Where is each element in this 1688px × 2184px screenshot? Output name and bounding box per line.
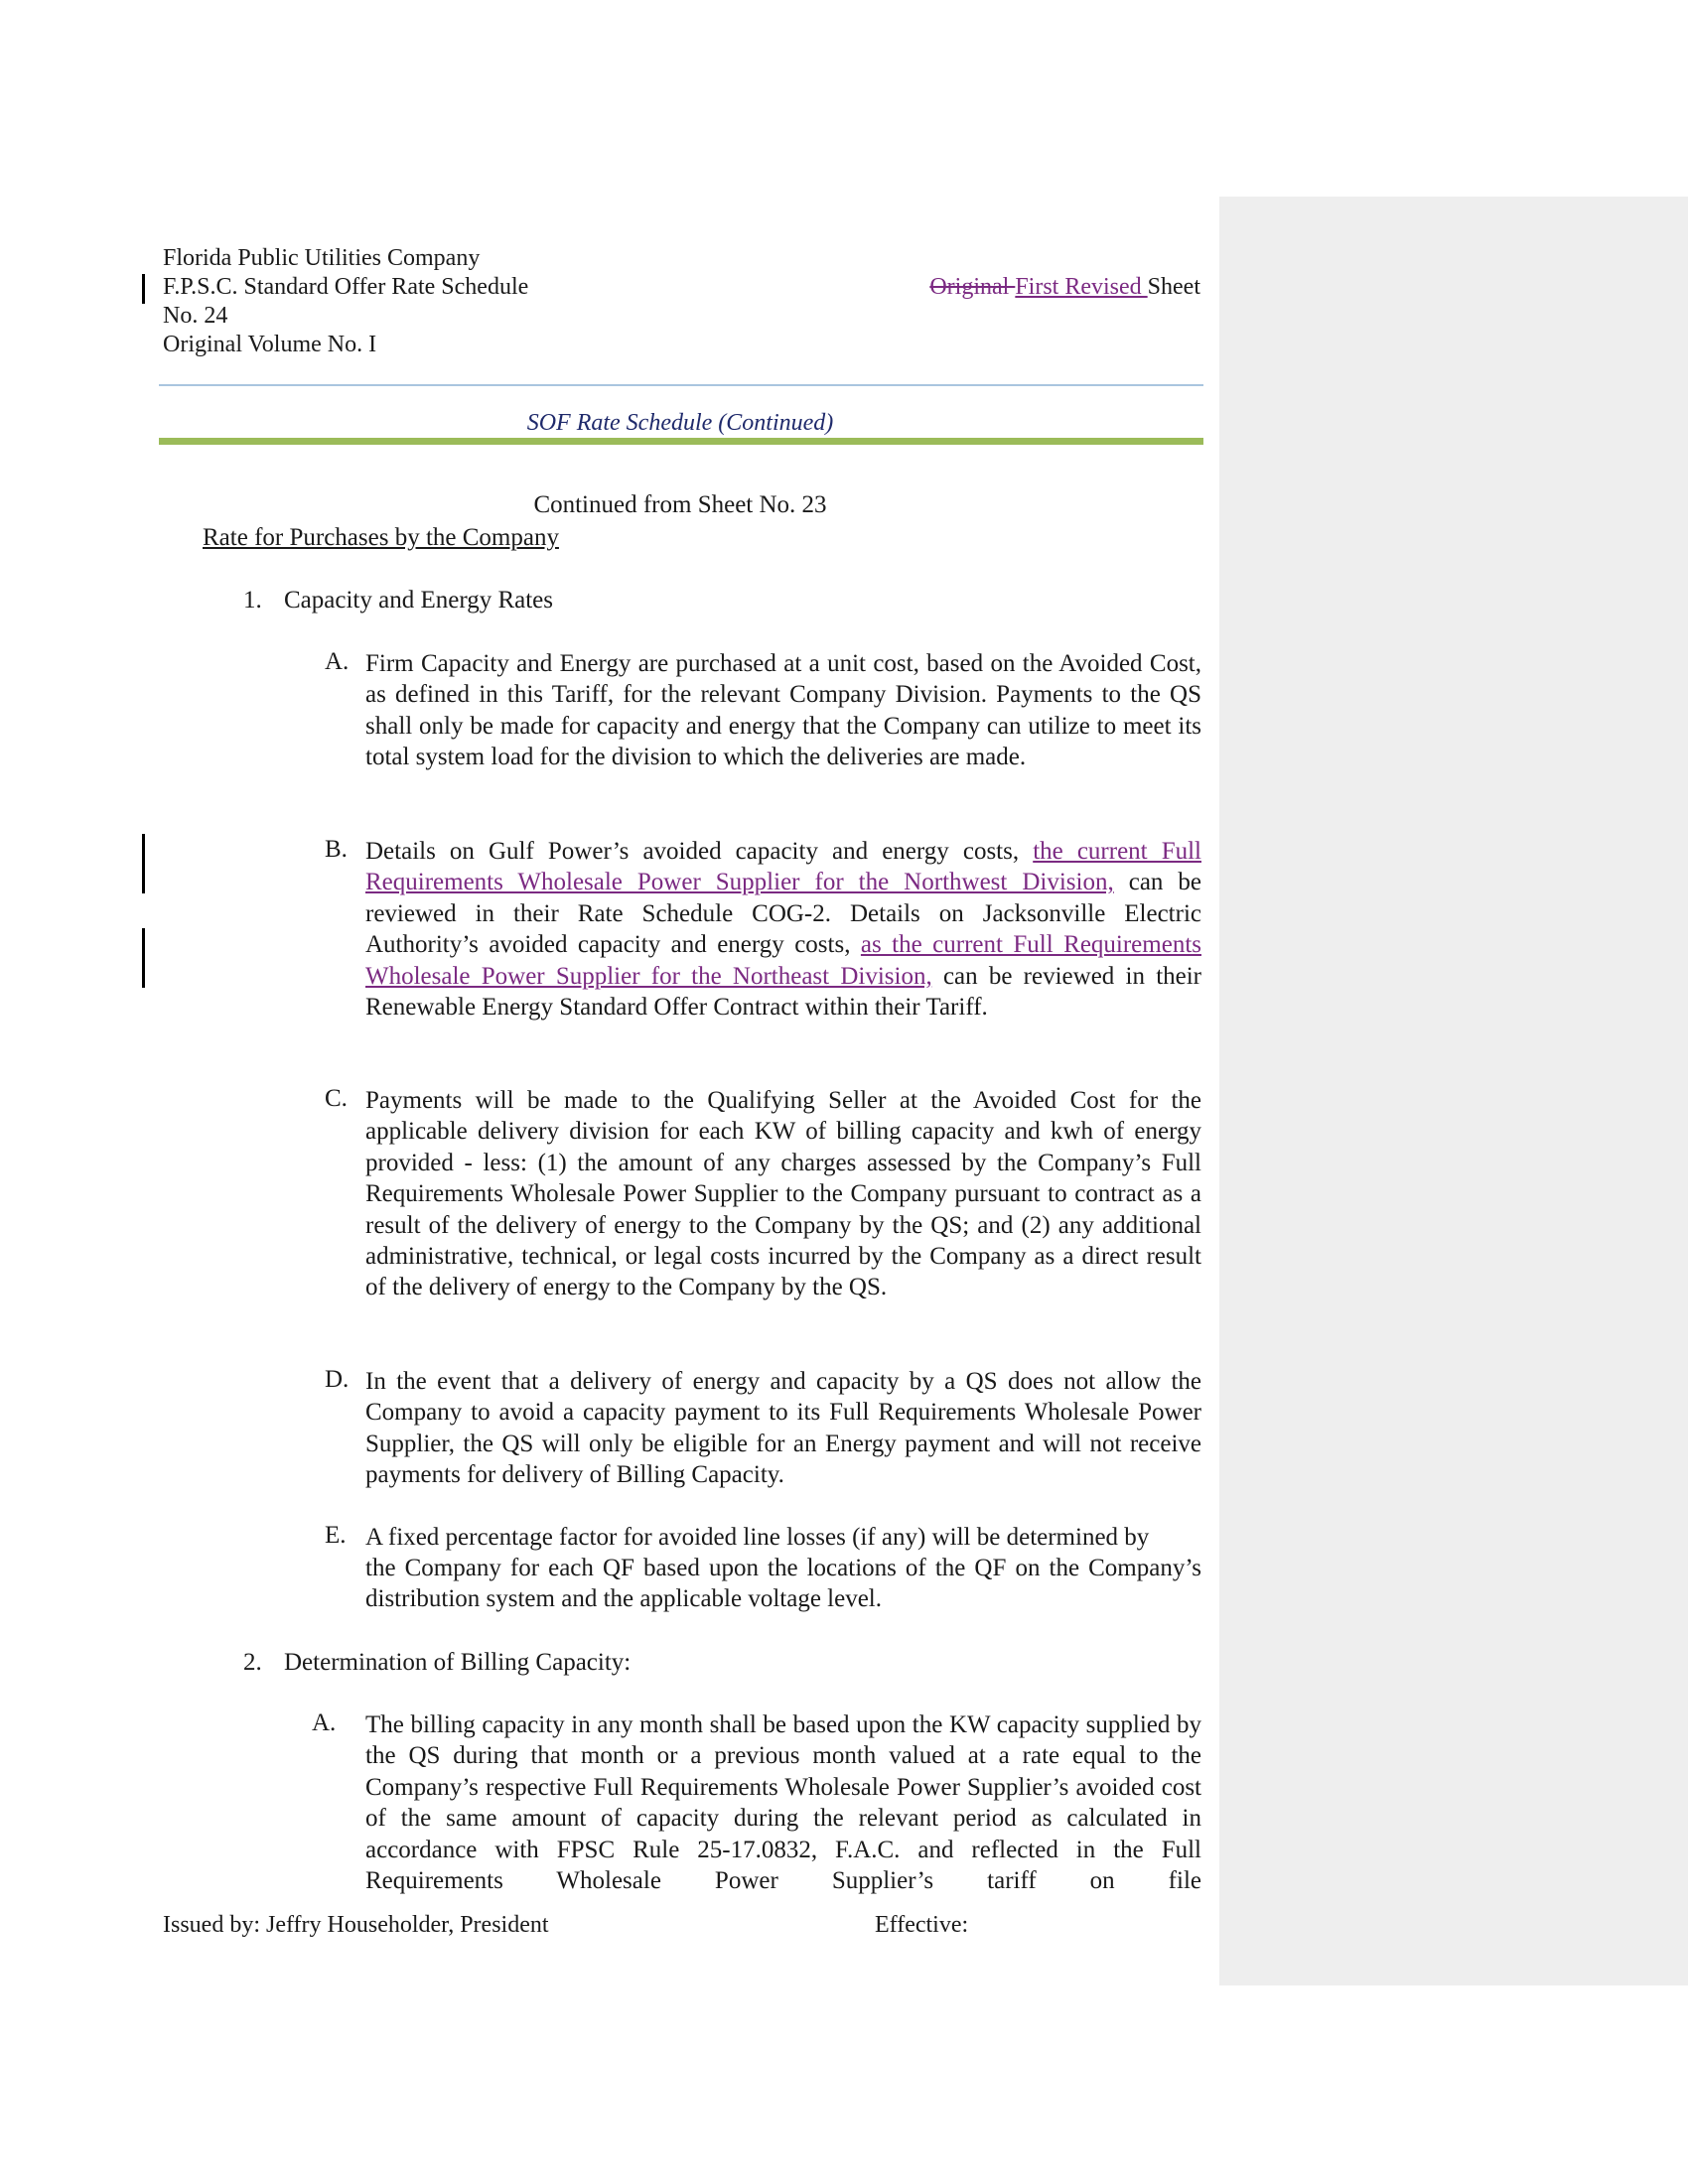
change-bar [142, 928, 145, 988]
deleted-text: Original [929, 274, 1016, 300]
item-1b-text [365, 836, 1201, 1023]
item-1b-text-part: Details on Gulf Power’s avoided capacity and energy costs, [365, 838, 1034, 865]
company-name: Florida Public Utilities Company [163, 245, 481, 271]
page-subtitle: SOF Rate Schedule (Continued) [526, 410, 834, 436]
item-1e-letter: E. [325, 1522, 347, 1549]
subtitle-rule [159, 438, 1203, 445]
comment-pane [1219, 197, 1688, 1985]
section-2-number: 2. [243, 1649, 262, 1676]
item-2a-text: The billing capacity in any month shall be based upon the KW capacity supplied by the QS during that month or a previous month valued at a rate equal to the Company’s respective Full Requirements Wholesale Power Supplier’s avoided cost of the same amount of capacity during the relevant period as calculated in accordance with FPSC Rule 25-17.0832, F.A.C. and reflected in the Full Requirements Wholesale Power Supplier’s tariff on file [365, 1711, 1201, 1895]
item-1d-text: In the event that a delivery of energy and capacity by a QS does not allow the Company to avoid a capacity payment to its Full Requirements Wholesale Power Supplier, the QS will only be eligible for an Energy payment and will not receive payments for delivery of Billing Capacity. [365, 1368, 1201, 1489]
change-bar [142, 834, 145, 893]
effective-date-label: Effective: [875, 1912, 969, 1938]
header-rule [159, 384, 1203, 386]
continued-from: Continued from Sheet No. 23 [533, 491, 827, 518]
section-2-title: Determination of Billing Capacity: [284, 1649, 632, 1676]
item-1b-text-part: can be reviewed in their Rate Schedule COG-2. Details on Jacksonville Electric Authority’s avoided capacity and energy costs, [365, 869, 1202, 959]
inserted-text: First Revised [1015, 274, 1148, 300]
item-1c-text: Payments will be made to the Qualifying Seller at the Avoided Cost for the applicable delivery division for each KW of billing capacity and kwh of energy provided - less: (1) the amount of any charges assessed by the Company’s Full Requirements Wholesale Power Supplier to the Company pursuant to contract as a result of the delivery of energy to the Company by the QS; and (2) any additional administrative, technical, or legal costs incurred by the Company as a direct result of the delivery of energy to the Company by the QS. [365, 1087, 1201, 1301]
section-title: Rate for Purchases by the Company [203, 524, 559, 551]
schedule-number: No. 24 [163, 303, 228, 329]
change-bar [142, 274, 145, 304]
inserted-text: as the current Full Requirements Wholesale Power Supplier for the Northeast Division, [365, 931, 1201, 990]
issued-by: Issued by: Jeffry Householder, President [163, 1912, 549, 1938]
section-1-title: Capacity and Energy Rates [284, 587, 553, 614]
item-1b-letter: B. [325, 836, 348, 863]
item-1a-letter: A. [325, 648, 350, 675]
inserted-text: the current Full Requirements Wholesale Power Supplier for the Northwest Division, [365, 838, 1201, 896]
item-2a-letter: A. [312, 1709, 337, 1736]
item-1e-first-line: A fixed percentage factor for avoided line losses (if any) will be determined by [365, 1524, 1150, 1551]
item-1d-letter: D. [325, 1366, 350, 1393]
section-1-number: 1. [243, 587, 262, 614]
sheet-word: Sheet [1147, 274, 1200, 300]
item-1e-text: the Company for each QF based upon the locations of the QF on the Company’s distribution system and the applicable voltage level. [365, 1555, 1201, 1613]
schedule-line: F.P.S.C. Standard Offer Rate Schedule [163, 274, 529, 300]
volume-line: Original Volume No. I [163, 332, 377, 357]
item-1a-text: Firm Capacity and Energy are purchased at a unit cost, based on the Avoided Cost, as defined in this Tariff, for the relevant Company Division. Payments to the QS shall only be made for capacity and energy that the Company can utilize to meet its total system load for the division to which the deliveries are made. [365, 650, 1201, 771]
item-1c-letter: C. [325, 1085, 348, 1112]
item-1b-text-part: can be reviewed in their Renewable Energy Standard Offer Contract within their Tariff. [365, 962, 1202, 1022]
sheet-designation [929, 273, 1200, 302]
